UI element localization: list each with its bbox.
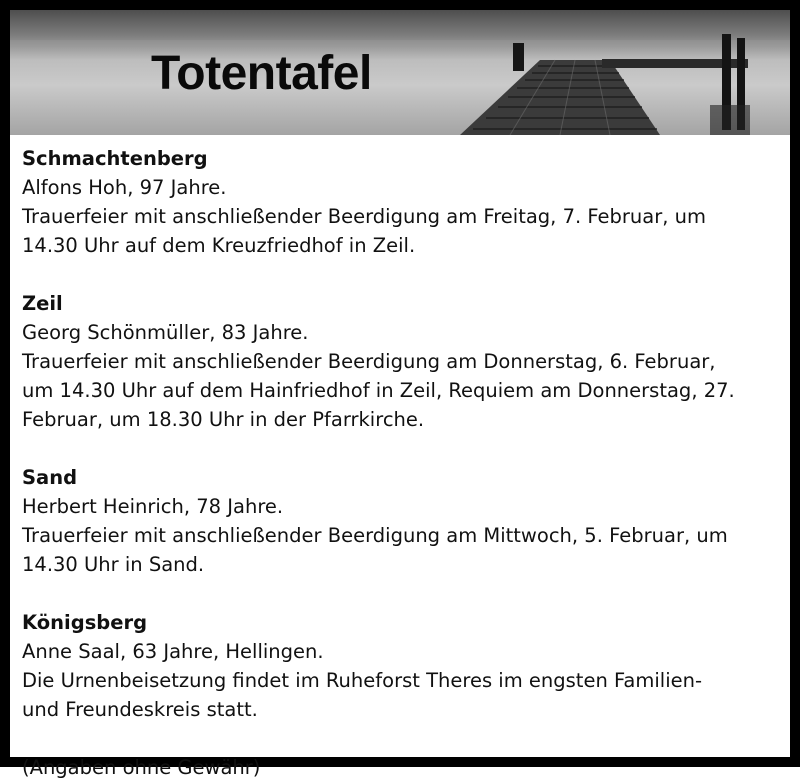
entry-place: Zeil: [22, 292, 63, 315]
entry-detail-line: Trauerfeier mit anschließender Beerdigung am Mittwoch, 5. Februar, um: [22, 524, 728, 547]
entry-detail-line: und Freundeskreis statt.: [22, 698, 258, 721]
obituary-list: [22, 144, 782, 782]
entry-detail-line: Trauerfeier mit anschließender Beerdigung am Freitag, 7. Februar, um: [22, 205, 706, 228]
entry-person: Herbert Heinrich, 78 Jahre.: [22, 495, 284, 518]
disclaimer-note: (Angaben ohne Gewähr): [22, 756, 261, 779]
obituary-entry: [22, 608, 782, 724]
entry-place: Sand: [22, 466, 78, 489]
obituary-entry: [22, 289, 782, 434]
jetty-photo: [10, 10, 790, 135]
entry-detail-line: Februar, um 18.30 Uhr in der Pfarrkirche.: [22, 408, 425, 431]
entry-detail-line: 14.30 Uhr in Sand.: [22, 553, 205, 576]
entry-person: Anne Saal, 63 Jahre, Hellingen.: [22, 640, 324, 663]
entry-person: Alfons Hoh, 97 Jahre.: [22, 176, 227, 199]
entry-detail-line: 14.30 Uhr auf dem Kreuzfriedhof in Zeil.: [22, 234, 416, 257]
entry-detail-line: um 14.30 Uhr auf dem Hainfriedhof in Zeil, Requiem am Donnerstag, 27.: [22, 379, 735, 402]
entry-place: Königsberg: [22, 611, 148, 634]
header-banner: [10, 10, 790, 135]
entry-place: Schmachtenberg: [22, 147, 208, 170]
obituary-entry: [22, 144, 782, 260]
entry-person: Georg Schönmüller, 83 Jahre.: [22, 321, 309, 344]
entry-detail-line: Die Urnenbeisetzung findet im Ruheforst Theres im engsten Familien-: [22, 669, 703, 692]
entry-detail-line: Trauerfeier mit anschließender Beerdigung am Donnerstag, 6. Februar,: [22, 350, 716, 373]
page-title: Totentafel: [151, 47, 372, 100]
obituary-entry: [22, 463, 782, 579]
